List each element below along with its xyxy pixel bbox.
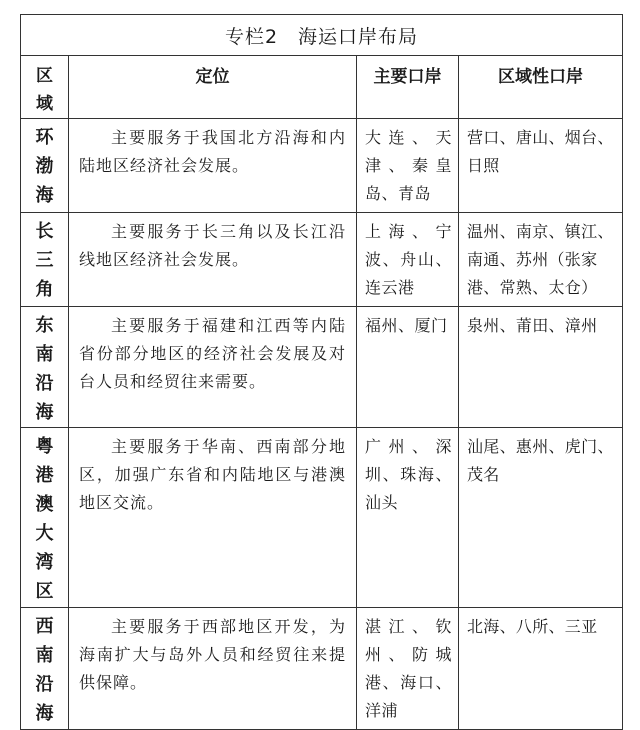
main-ports-cell: 福州、厦门: [357, 307, 459, 428]
region-label: 西南沿海: [35, 616, 54, 724]
header-positioning: 定位: [69, 56, 357, 119]
port-layout-table-container: [20, 14, 622, 730]
header-row: [21, 56, 623, 119]
region-cell: [21, 428, 69, 608]
main-ports-cell: 大连、天津、秦皇岛、青岛: [357, 119, 459, 213]
region-cell: [21, 608, 69, 730]
region-cell: [21, 213, 69, 307]
table-row: [21, 119, 623, 213]
regional-ports-cell: 营口、唐山、烟台、日照: [459, 119, 623, 213]
table-row: [21, 428, 623, 608]
region-cell: [21, 119, 69, 213]
table-row: [21, 608, 623, 730]
region-label: 长三角: [35, 221, 54, 300]
table-row: [21, 213, 623, 307]
main-ports-cell: 上海、宁波、舟山、连云港: [357, 213, 459, 307]
regional-ports-cell: 北海、八所、三亚: [459, 608, 623, 730]
header-main-ports: 主要口岸: [357, 56, 459, 119]
positioning-cell: 主要服务于我国北方沿海和内陆地区经济社会发展。: [69, 119, 357, 213]
region-label: 粤港澳大湾区: [35, 436, 54, 602]
title-row: [21, 15, 623, 56]
header-region-label: 区域: [36, 66, 53, 114]
main-ports-cell: 广州、深圳、珠海、汕头: [357, 428, 459, 608]
regional-ports-cell: 汕尾、惠州、虎门、茂名: [459, 428, 623, 608]
positioning-cell: 主要服务于福建和江西等内陆省份部分地区的经济社会发展及对台人员和经贸往来需要。: [69, 307, 357, 428]
regional-ports-cell: 泉州、莆田、漳州: [459, 307, 623, 428]
port-layout-table: [20, 14, 623, 730]
positioning-cell: 主要服务于西部地区开发，为海南扩大与岛外人员和经贸往来提供保障。: [69, 608, 357, 730]
header-region: [21, 56, 69, 119]
positioning-cell: 主要服务于长三角以及长江沿线地区经济社会发展。: [69, 213, 357, 307]
region-cell: [21, 307, 69, 428]
table-title: 专栏2 海运口岸布局: [21, 15, 623, 56]
region-label: 环渤海: [35, 127, 54, 206]
header-regional-ports: 区域性口岸: [459, 56, 623, 119]
main-ports-cell: 湛江、钦州、防城港、海口、洋浦: [357, 608, 459, 730]
regional-ports-cell: 温州、南京、镇江、南通、苏州（张家港、常熟、太仓）: [459, 213, 623, 307]
region-label: 东南沿海: [35, 315, 54, 423]
table-row: [21, 307, 623, 428]
positioning-cell: 主要服务于华南、西南部分地区，加强广东省和内陆地区与港澳地区交流。: [69, 428, 357, 608]
